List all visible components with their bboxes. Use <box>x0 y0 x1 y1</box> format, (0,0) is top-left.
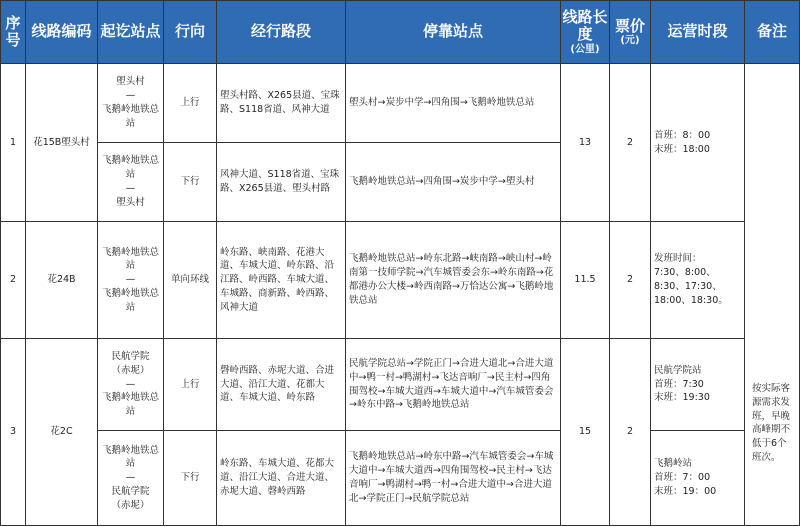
table-row <box>1 222 800 339</box>
header-seq: 序号 <box>1 1 26 64</box>
row3-down-terminals: 飞鹅岭地铁总站 — 民航学院 （赤坭） <box>98 431 164 526</box>
row1-down-terminals: 飞鹅岭地铁总站 — 塱头村 <box>98 143 164 222</box>
header-direction: 行向 <box>164 1 217 64</box>
row3-down-direction: 下行 <box>164 431 217 526</box>
header-code: 线路编码 <box>26 1 98 64</box>
row1-down-route: 风神大道、S118省道、宝珠路、X265县道、塱头村路 <box>217 143 346 222</box>
row3-down-stops: 飞鹅岭地铁总站→岭东中路→汽车城管委会→车城大道中→车城大道西→四角围驾校→民主村→飞达音响厂→鸭湖村→鸭一村→合进大道中→合进大道北→学院正门→民航学院总站 <box>346 431 561 526</box>
header-route: 经行路段 <box>217 1 346 64</box>
row2-seq: 2 <box>1 222 26 339</box>
header-length <box>561 1 610 64</box>
header-stops: 停靠站点 <box>346 1 561 64</box>
row3-down-hours: 飞鹅岭站 首班：7：00 末班：19：00 <box>651 431 745 526</box>
row1-up-route: 塱头村路、X265县道、宝珠路、S118省道、风神大道 <box>217 64 346 143</box>
row2-terminals: 飞鹅岭地铁总站 — 飞鹅岭地铁总站 <box>98 222 164 339</box>
row3-down-route: 岭东路、车城大道、花都大道、沿江大道、合进大道、赤坭大道、磬岭西路 <box>217 431 346 526</box>
header-remarks: 备注 <box>745 1 800 64</box>
row2-direction: 单向环线 <box>164 222 217 339</box>
row3-up-direction: 上行 <box>164 339 217 431</box>
row2-code: 花24B <box>26 222 98 339</box>
row1-up-stops: 塱头村→炭步中学→四角围→飞鹅岭地铁总站 <box>346 64 561 143</box>
row1-code: 花15B塱头村 <box>26 64 98 222</box>
header-hours: 运营时段 <box>651 1 745 64</box>
row3-up-terminals: 民航学院 （赤坭） — 飞鹅岭地铁总站 <box>98 339 164 431</box>
row1-fare: 2 <box>610 64 651 222</box>
row1-down-stops: 飞鹅岭地铁总站→四角围→炭步中学→塱头村 <box>346 143 561 222</box>
row3-fare: 2 <box>610 339 651 526</box>
row3-seq: 3 <box>1 339 26 526</box>
row1-up-direction: 上行 <box>164 64 217 143</box>
row1-down-direction: 下行 <box>164 143 217 222</box>
row1-up-terminals: 塱头村 — 飞鹅岭地铁总站 <box>98 64 164 143</box>
row2-hours: 发班时间： 7:30、8:00、 8:30、17:30、 18:00、18:30。 <box>651 222 745 339</box>
row2-route: 岭东路、峡南路、花港大道、车城大道、岭东路、沿江路、岭西路、车城大道、车城路、商新路、岭西路、风神大道 <box>217 222 346 339</box>
row2-length: 11.5 <box>561 222 610 339</box>
table-row <box>1 431 800 481</box>
table-row <box>1 339 800 389</box>
header-length-label: 线路长度 <box>562 8 608 44</box>
header-fare-unit: (元) <box>620 34 640 46</box>
row1-seq: 1 <box>1 64 26 222</box>
header-length-unit: (公里) <box>570 43 600 55</box>
row3-up-route: 磬岭西路、赤坭大道、合进大道、沿江大道、花都大道、车城大道、岭东路 <box>217 339 346 431</box>
row1-hours: 首班：8：00 末班：18:00 <box>651 64 745 222</box>
row3-up-hours: 民航学院站 首班：7:30 末班：19:30 <box>651 339 745 431</box>
row3-up-stops: 民航学院总站→学院正门→合进大道北→合进大道中→鸭一村→鸭湖村→飞达音响厂→民主村→四角围驾校→车城大道西→车城大道中→汽车城管委会→岭东中路→飞鹅岭地铁总站 <box>346 339 561 431</box>
header-fare-label: 票价 <box>614 16 645 35</box>
row2-fare: 2 <box>610 222 651 339</box>
row1-length: 13 <box>561 64 610 222</box>
table-row <box>1 64 800 143</box>
header-fare <box>610 1 651 64</box>
row3-remarks: 按实际客源需求发班，早晚高峰期不低于6个班次。 <box>752 383 791 463</box>
row3-length: 15 <box>561 339 610 526</box>
row2-stops: 飞鹅岭地铁总站→岭东北路→峡南路→峡山村→岭南第一技师学院→汽车城管委会东→岭东南路→花都港办公大楼→岭西南路→万恰达公寓→飞鹅岭地铁总站 <box>346 222 561 339</box>
header-terminals: 起讫站点 <box>98 1 164 64</box>
row3-code: 花2C <box>26 339 98 526</box>
